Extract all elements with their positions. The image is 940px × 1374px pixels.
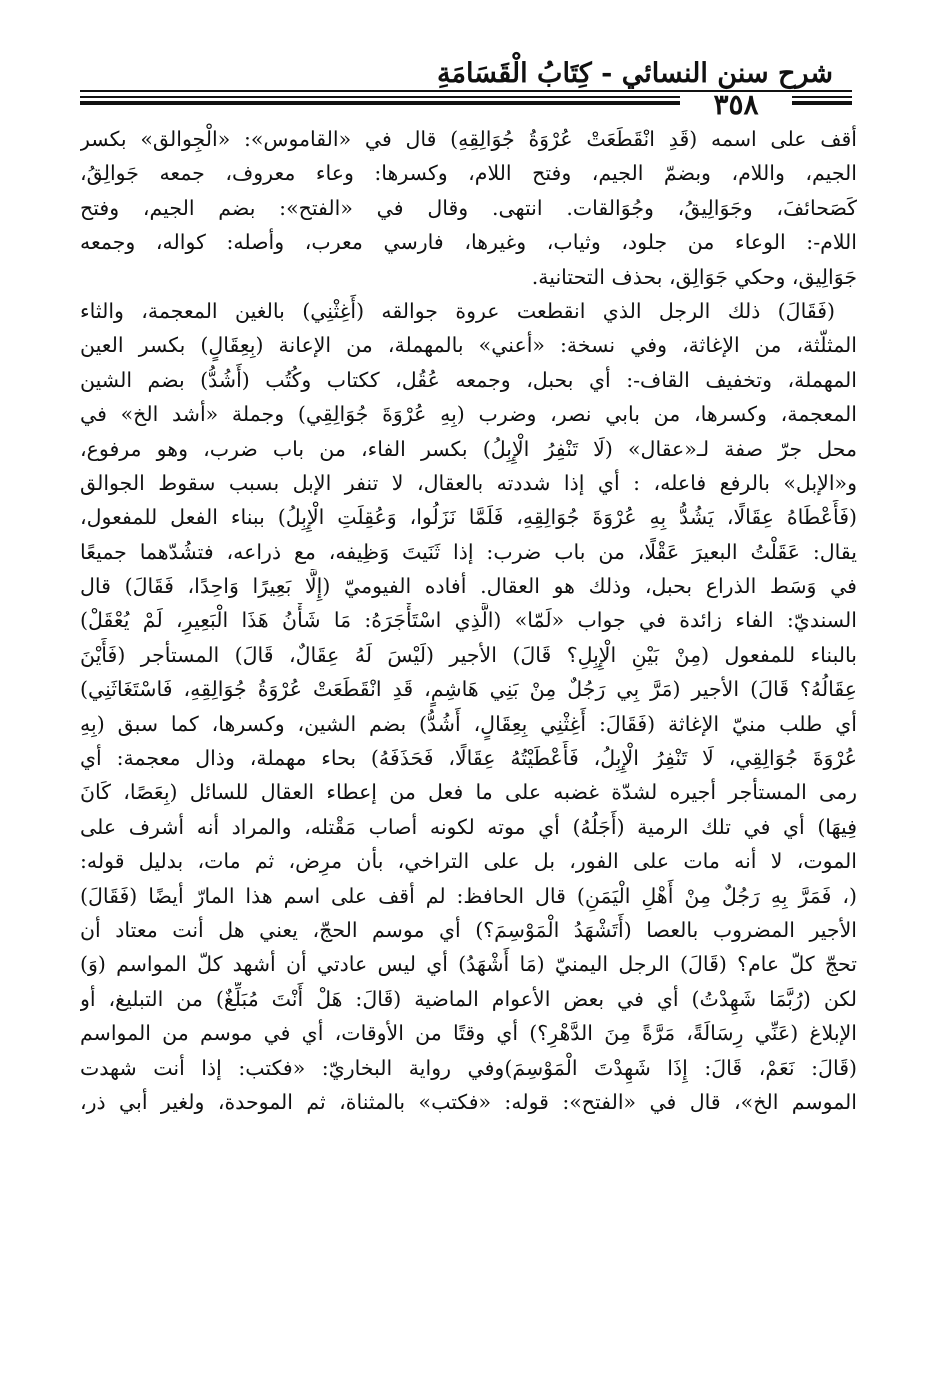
- text-line: عُرْوَةَ جُوَالِقِي، لَا تَنْفِرُ الْإِبِلُ، فَأَعْطَيْتُهُ عِقَالًا، فَحَذَفَهُ) بحاء مهملة، وذال معجمة: أي: [80, 746, 857, 771]
- header-rule-right: [792, 96, 852, 98]
- text-line: الموت، لا أنه مات على الفور، بل على التراخي، بأن مرِض، ثم مات، بدليل قوله:: [80, 849, 857, 874]
- text-line: الإبلاغ (عَنِّي رِسَالَةً، مَرَّةً مِنَ الدَّهْرِ؟) أي وقتًا من الأوقات، أي في موسم من المواسم: [80, 1021, 857, 1046]
- text-line: المعجمة، وكسرها، من بابي نصر، وضرب (بِهِ عُرْوَةَ جُوَالِقِي) وجملة «أشد الخ» في: [80, 402, 857, 427]
- text-line: المثلّثة، من الإغاثة، وفي نسخة: «أعني» بالمهملة، من الإعانة (بِعِقَالٍ) بكسر العين: [80, 333, 857, 358]
- text-line: اللام-: الوعاء من جلود، وثياب، وغيرها، فارسي معرب، وأصله: كواله، وجمعه: [80, 230, 857, 255]
- header-rule-double: [80, 96, 680, 98]
- text-line: الجيم، واللام، وبضمّ الجيم، وفتح اللام، وكسرها: وعاء معروف، جمعه جَوالِقُ،: [80, 161, 857, 186]
- text-line: (فَأَعْطَاهُ عِقَالًا، يَشُدُّ بِهِ عُرْوَةَ جُوَالِقِهِ، فَلَمَّا نَزَلُوا، وَعُقِلَتِ الْإِبِلُ) ببناء الفعل للمفعول،: [80, 505, 857, 530]
- text-line: أقف على اسمه (قَدِ انْقَطَعَتْ عُرْوَةُ جُوَالِقِهِ) قال في «القاموس»: «الْجِوالق» بكسر: [80, 127, 857, 151]
- text-line: (، فَمَرَّ بِهِ رَجُلٌ مِنْ أَهْلِ الْيَمَنِ) قال الحافظ: لم أقف على اسم هذا المارّ أيضًا (فَقَالَ): [80, 883, 857, 908]
- text-line: رمى المستأجر أجيره لشدّة غضبه على ما فعل من إعطاء العقال للسائل (بِعَصًا، كَانَ: [80, 780, 857, 805]
- text-line: المهملة، وتخفيف القاف-: أي بحبل، وجمعه عُقُل، ككتاب وكُتُب (أَشُدُّ) بضم الشين: [80, 367, 857, 392]
- header-rule-right-thick: [792, 101, 852, 105]
- text-line: تحجّ كلّ عام؟ (قَالَ) الرجل اليمنيّ (مَا أَشْهَدُ) أي ليس عادتي أن أشهد كلّ المواسم (وَ): [80, 952, 857, 977]
- text-line: الموسم الخ»، قال في «الفتح»: قوله: «فكتب» بالمثناة، ثم الموحدة، ولغير أبي ذر،: [80, 1089, 857, 1114]
- text-line: لكن (رُبَّمَا شَهِدْتُ) أي في بعض الأعوام الماضية (قَالَ: هَلْ أَنْتَ مُبَلِّغٌ) من التبليغ، أو: [80, 986, 857, 1011]
- header-rule-thick: [80, 101, 680, 105]
- text-line: في وَسَط الذراع بحبل، وذلك هو العقال. أفاده الفيوميّ (إِلَّا بَعِيرًا وَاحِدًا، فَقَالَ) قال: [80, 574, 857, 599]
- text-line: عِقَالُهُ؟ قَالَ) الأجير (مَرَّ بِي رَجُلٌ مِنْ بَنِي هَاشِمٍ، قَدِ انْقَطَعَتْ عُرْوَةُ جُوَالِقِهِ، فَاسْتَغَاثَنِي): [80, 677, 857, 702]
- text-line: محل جرّ صفة لـ«عقال» (لَا تَنْفِرُ الْإِبِلُ) بكسر الفاء، من باب ضرب، وهو مرفوع،: [80, 436, 857, 461]
- text-line: و«الإبل» بالرفع فاعله، : أي إذا شددته بالعقال، لا تنفر الإبل بسبب سقوط الجوالق: [80, 470, 857, 495]
- text-line: الأجير المضروب بالعصا (أَتَشْهَدُ الْمَوْسِمَ؟) أي موسم الحجّ، يعني هل أنت معتاد أن: [80, 917, 857, 942]
- running-head: شرح سنن النسائي - كِتَابُ الْقَسَامَةِ: [437, 58, 833, 89]
- text-line: أي طلب منيّ الإغاثة (فَقَالَ: أَغِثْنِي بِعِقَالٍ، أَشُدُّ) بضم الشين، وكسرها، كما سبق (بِهِ: [80, 711, 857, 736]
- text-line: يقال: عَقَلْتُ البعيرَ عَقْلًا، من باب ضرب: إذا ثَنَيتَ وَظِيفه، مع ذراعه، فتشُدّهما جميعًا: [80, 539, 857, 564]
- page-number: ٣٥٨: [713, 88, 759, 121]
- body-text: [80, 122, 857, 1332]
- text-line: كَصَحائفَ، وجَوَالِيقُ، وجُوَالقات. انتهى. وقال في «الفتح»: بضم الجيم، وفتح: [80, 195, 857, 220]
- text-line: السنديّ: الفاء زائدة في جواب «لَمّا» (الَّذِي اسْتَأْجَرَهُ: مَا شَأْنُ هَذَا الْبَعِيرِ، لَمْ يُعْقَلْ): [80, 608, 857, 633]
- text-line: (قَالَ: نَعَمْ، قَالَ: إِذَا شَهِدْتَ الْمَوْسِمَ)وفي رواية البخاريّ: «فكتب: إذا أنت شهدت: [80, 1055, 857, 1080]
- text-line: (فَقَالَ) ذلك الرجل الذي انقطعت عروة جوالقه (أَغِثْنِي) بالغين المعجمة، والثاء: [80, 298, 835, 323]
- text-line: فِيهَا) أي في تلك الرمية (أَجَلُهُ) أي موته لكونه أصاب مَقْتله، والمراد أنه أشرف على: [80, 814, 857, 839]
- text-line: جَوَالِيق، وحكي جَوَالِق، بحذف التحتانية.: [531, 264, 857, 289]
- text-line: بالبناء للمفعول (مِنْ بَيْنِ الْإِبِلِ؟ قَالَ) الأجير (لَيْسَ لَهُ عِقَالٌ، قَالَ) المستأجر (فَأَيْنَ: [80, 642, 857, 667]
